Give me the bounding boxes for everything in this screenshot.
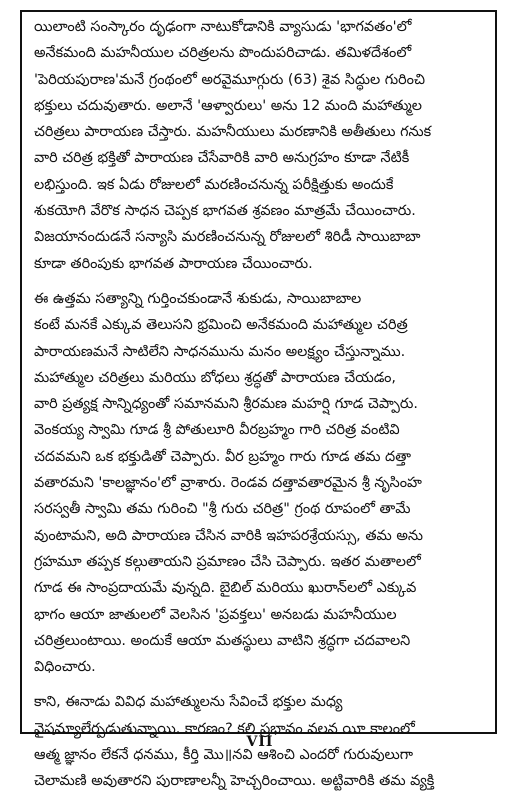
text-line: 'పెరియపురాణ'మనే గ్రంథంలో అరవైమూగ్గురు (63) శైవ సిద్ధుల గురించి bbox=[34, 71, 425, 88]
text-line: చదవమని ఒక భక్తుడితో చెప్పారు. వీర బ్రహ్మం గారు గూడ తమ దత్తా bbox=[34, 448, 411, 465]
text-line: సరస్వతీ స్వామి తమ గురించి "శ్రీ గురు చరిత్ర" గ్రంథ రూపంలో తామే bbox=[34, 501, 411, 518]
text-line: వుంటామని, అది పారాయణ చేసిన వారికి ఇహపరశ్రేయస్సు, తమ అను bbox=[34, 527, 423, 544]
text-line: విజయానందుడనే సన్యాసి మరణించనున్న రోజులలో శిరిడీ సాయిబాబా bbox=[34, 229, 421, 246]
text-line: యిలాంటి సంస్కారం దృఢంగా నాటుకోడానికి వ్యాసుడు 'భాగవతం'లో bbox=[34, 19, 412, 35]
text-line: గూడ ఈ సాంప్రదాయమే వున్నది. బైబిల్ మరియు ఖురాన్‌లలో ఎక్కువ bbox=[34, 580, 417, 597]
text-line: వారి ప్రత్యక్ష సాన్నిధ్యంతో సమానమని శ్రీరమణ మహర్షి గూడ చెప్పారు. bbox=[34, 396, 418, 413]
text-line: వైషమ్యాలేర్పడుతున్నాయి. కారణం? కలి ప్రభావం వలన యీ కాలంలో bbox=[34, 720, 415, 737]
text-line: కాని, ఈనాడు వివిధ మహాత్ములను సేవించే భక్తుల మధ్య bbox=[34, 694, 343, 711]
text-line: ఆత్మ జ్ఞానం లేకనే ధనము, కీర్తి మొ॥నవి ఆశించి ఎందరో గురువులుగా bbox=[34, 747, 413, 764]
paragraph-2 bbox=[34, 286, 488, 680]
text-line: చెలామణి అవుతారని పురాణాలన్నీ హెచ్చరించాయి. అట్టివారికి తమ వ్యక్తి bbox=[34, 773, 435, 790]
text-line: భాగం ఆయా జాతులలో వెలసిన 'ప్రవక్తలు' అనబడు మహనీయుల bbox=[34, 606, 397, 623]
text-line: ఈ ఉత్తమ సత్యాన్ని గుర్తించకుండానే శుకుడు, సాయిబాబాల bbox=[34, 290, 362, 307]
text-line: మహాత్ముల చరిత్రలు మరియు బోధలు శ్రద్ధతో పారాయణ చేయడం, bbox=[34, 369, 396, 386]
text-line: భక్తులు చదువుతారు. అలానే 'ఆళ్వారులు' అను 12 మంది మహాత్ముల bbox=[34, 97, 422, 114]
text-line: చరిత్రలు పారాయణ చేస్తారు. మహనీయులు మరణానికి అతీతులు గనుక bbox=[34, 124, 432, 141]
text-line: పారాయణమనే సాటిలేని సాధనమును మనం అలక్ష్యం చేస్తున్నాము. bbox=[34, 343, 406, 360]
text-line: కూడా తరింపుకు భాగవత పారాయణ చేయించారు. bbox=[34, 255, 313, 272]
text-line: చరిత్రలుంటాయి. అందుకే ఆయా మతస్థులు వాటిని శ్రద్ధగా చదవాలని bbox=[34, 632, 411, 649]
page-number: VII bbox=[246, 734, 274, 750]
body-text bbox=[34, 14, 488, 795]
text-line: విధించారు. bbox=[34, 659, 96, 676]
text-line: శుకయోగి వేరొక సాధన చెప్పక భాగవత శ్రవణం మాత్రమే చేయించారు. bbox=[34, 203, 416, 220]
text-line: వతారమని 'కాలజ్ఞానం'లో వ్రాశారు. రెండవ దత్తావతారమైన శ్రీ నృసింహ bbox=[34, 475, 422, 492]
text-line: వారి చరిత్ర భక్తితో పారాయణ చేసేవారికి వారి అనుగ్రహం కూడా నేటికీ bbox=[34, 150, 410, 167]
text-line: గ్రహమూ తప్పక కల్గుతాయని ప్రమాణం చేసి చెప్పారు. ఇతర మతాలలో bbox=[34, 553, 421, 570]
paragraph-1 bbox=[34, 14, 488, 277]
text-line: లభిస్తుంది. ఇక ఏడు రోజులలో మరణించనున్న పరీక్షిత్తుకు అందుకే bbox=[34, 176, 394, 193]
text-line: కంటే మనకే ఎక్కువ తెలుసని భ్రమించి అనేకమంది మహాత్ముల చరిత్ర bbox=[34, 317, 408, 334]
text-line: వెంకయ్య స్వామి గూడ శ్రీ పోతులూరి వీరబ్రహ్మం గారి చరిత్ర వంటివి bbox=[34, 422, 400, 439]
text-line: అనేకమంది మహనీయుల చరిత్రలను పొందుపరిచాడు. తమిళదేశంలో bbox=[34, 45, 412, 62]
